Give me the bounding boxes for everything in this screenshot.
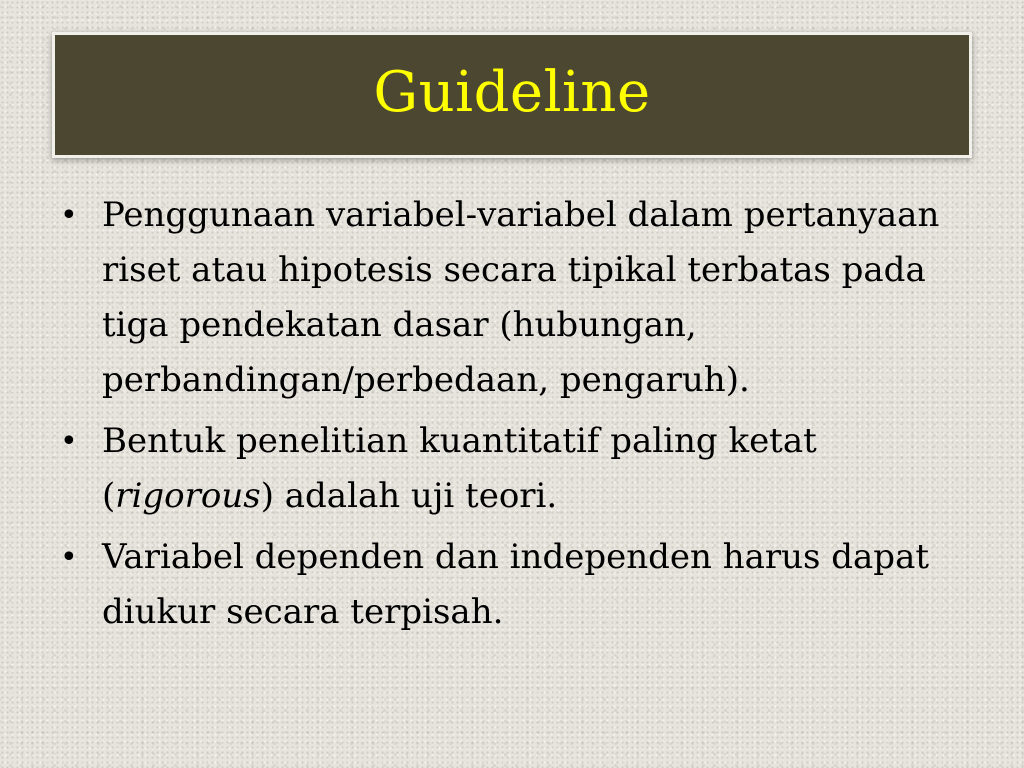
bullet-text-3: Variabel dependen dan independen harus dapat diukur secara terpisah.	[102, 537, 930, 632]
bullet-text-2-suffix: ) adalah uji teori.	[260, 476, 558, 516]
bullet-text-2-italic: rigorous	[115, 476, 261, 516]
bullet-item-1	[56, 188, 956, 408]
slide-title: Guideline	[373, 60, 651, 125]
bullet-text-2-prefix: Bentuk penelitian kuantitatif paling ketat (	[102, 421, 817, 516]
title-bar	[52, 32, 972, 158]
bullet-dot-icon: •	[60, 424, 78, 459]
bullet-list	[56, 188, 956, 646]
bullet-dot-icon: •	[60, 540, 78, 575]
bullet-item-2	[56, 414, 956, 524]
bullet-text-1: Penggunaan variabel-variabel dalam pertanyaan riset atau hipotesis secara tipikal terbatas pada tiga pendekatan dasar (hubungan, perbandingan/perbedaan, pengaruh).	[102, 195, 940, 400]
bullet-item-3	[56, 530, 956, 640]
bullet-dot-icon: •	[60, 198, 78, 233]
